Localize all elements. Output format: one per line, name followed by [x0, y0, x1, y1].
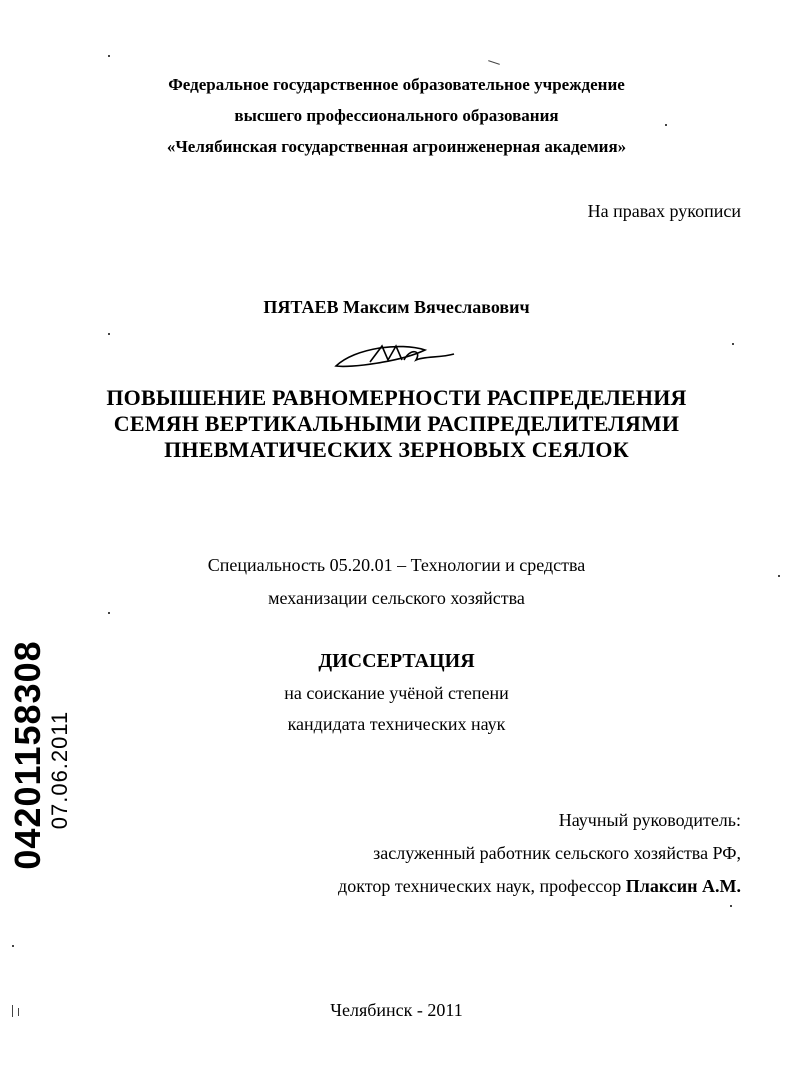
supervisor-line-2: [338, 876, 741, 897]
city-year: Челябинск - 2011: [330, 1000, 463, 1020]
scan-speck: [732, 343, 734, 345]
author-name: ПЯТАЕВ Максим Вячеславович: [263, 297, 530, 317]
scan-speck: [18, 1008, 19, 1016]
rights-note: На правах рукописи: [587, 201, 741, 221]
scan-speck: [108, 55, 110, 57]
title-line-3: ПНЕВМАТИЧЕСКИХ ЗЕРНОВЫХ СЕЯЛОК: [164, 437, 629, 462]
institution-line-3: «Челябинская государственная агроинженерная академия»: [166, 137, 627, 156]
library-stamp-date: 07.06.2011: [47, 710, 72, 830]
title-line-2: СЕМЯН ВЕРТИКАЛЬНЫМИ РАСПРЕДЕЛИТЕЛЯМИ: [113, 411, 680, 436]
supervisor-label: Научный руководитель:: [558, 810, 741, 830]
institution-line-2: высшего профессионального образования: [234, 106, 559, 125]
scan-speck: [778, 575, 780, 577]
scan-speck: [665, 124, 667, 126]
supervisor-degree: доктор технических наук, профессор: [338, 876, 626, 896]
signature-image: [330, 336, 460, 376]
title-line-1: ПОВЫШЕНИЕ РАВНОМЕРНОСТИ РАСПРЕДЕЛЕНИЯ: [106, 385, 687, 410]
scan-speck: [730, 905, 732, 907]
supervisor-line-1: заслуженный работник сельского хозяйства РФ,: [373, 843, 741, 863]
scan-speck: [108, 333, 110, 335]
specialty-line-1: Специальность 05.20.01 – Технологии и средства: [207, 555, 586, 575]
dissertation-heading: ДИССЕРТАЦИЯ: [318, 650, 475, 672]
supervisor-name: Плаксин А.М.: [625, 876, 741, 896]
scan-speck: [12, 1005, 13, 1017]
scan-speck: [488, 60, 500, 65]
library-stamp-number: 04201158308: [7, 640, 48, 870]
degree-line-2: кандидата технических наук: [287, 714, 506, 734]
specialty-line-2: механизации сельского хозяйства: [268, 588, 525, 608]
scan-speck: [12, 945, 14, 947]
scan-speck: [108, 612, 110, 614]
institution-line-1: Федеральное государственное образовательное учреждение: [168, 75, 625, 94]
degree-line-1: на соискание учёной степени: [284, 683, 509, 703]
